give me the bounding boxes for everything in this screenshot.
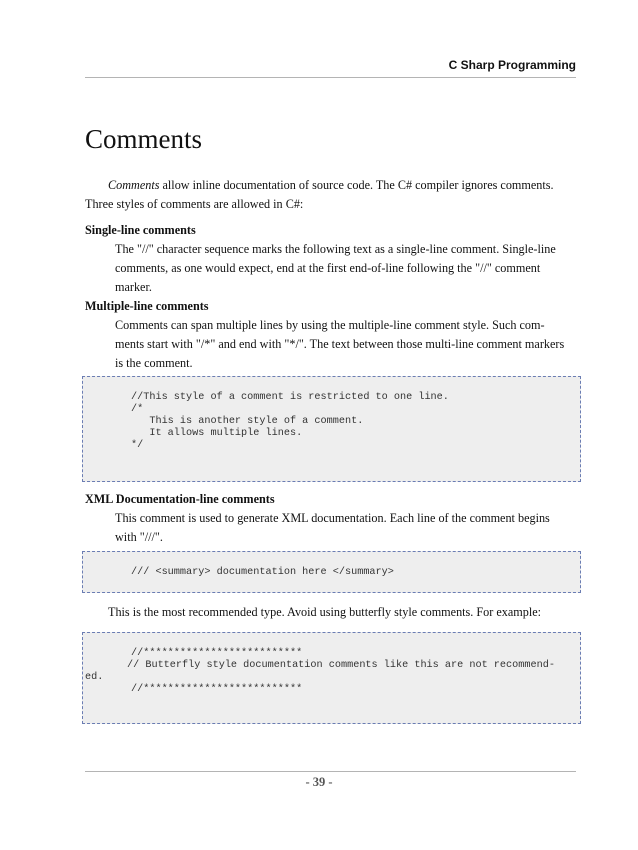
- intro-line-1-rest: allow inline documentation of source code. The C# compiler ignores comments.: [159, 178, 554, 192]
- code-line: It allows multiple lines.: [131, 428, 303, 439]
- single-line-text-2: comments, as one would expect, end at the first end-of-line following the "//" comment: [115, 261, 541, 275]
- code-line: //**************************: [131, 648, 303, 659]
- code-line: This is another style of a comment.: [131, 416, 364, 427]
- page-number: - 39 -: [305, 775, 333, 789]
- single-line-text-1: The "//" character sequence marks the following text as a single-line comment. Single-line: [115, 242, 556, 256]
- multi-line-text-2: ments start with "/*" and end with "*/". The text between those multi-line comment markers: [115, 337, 565, 351]
- code-line: /// <summary> documentation here </summary>: [131, 567, 394, 578]
- intro-line-1: [108, 176, 554, 195]
- code-line: */: [131, 440, 144, 451]
- multi-line-text-1: Comments can span multiple lines by using the multiple-line comment style. Such com-: [115, 318, 545, 332]
- multi-line-text-3: is the comment.: [115, 356, 193, 370]
- code-line: //This style of a comment is restricted to one line.: [131, 392, 449, 403]
- xml-doc-text-2: with "///".: [115, 530, 163, 544]
- footer-divider: [85, 771, 576, 772]
- code-block-xml-summary: [82, 551, 581, 593]
- code-line: //**************************: [131, 684, 303, 695]
- intro-emphasis: Comments: [108, 178, 160, 192]
- code-block-butterfly: [82, 632, 581, 724]
- multi-line-heading: Multiple-line comments: [85, 299, 209, 313]
- xml-doc-text-1: This comment is used to generate XML documentation. Each line of the comment begins: [115, 511, 550, 525]
- recommendation-text: This is the most recommended type. Avoid using butterfly style comments. For example:: [108, 605, 542, 619]
- code-line: ed.: [85, 672, 104, 683]
- header-divider: [85, 77, 576, 78]
- intro-line-2: Three styles of comments are allowed in C#:: [85, 197, 304, 211]
- code-line: // Butterfly style documentation comments like this are not recommend-: [127, 660, 555, 671]
- code-line: /*: [131, 404, 144, 415]
- code-block-comment-styles: [82, 376, 581, 482]
- single-line-text-3: marker.: [115, 280, 152, 294]
- running-header-title: C Sharp Programming: [448, 58, 576, 72]
- single-line-heading: Single-line comments: [85, 223, 196, 237]
- xml-doc-heading: XML Documentation-line comments: [85, 492, 275, 506]
- section-title: Comments: [85, 124, 203, 154]
